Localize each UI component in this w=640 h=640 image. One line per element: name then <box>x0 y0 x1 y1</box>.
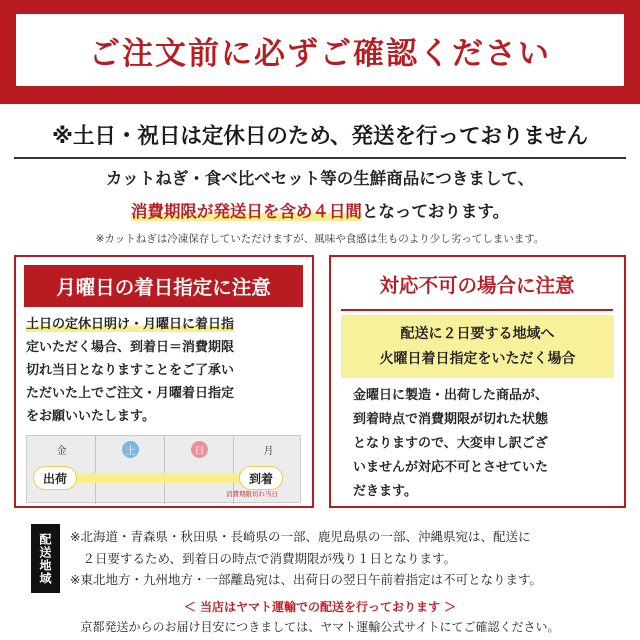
divider <box>14 157 626 159</box>
fresh-notice-line2 <box>0 198 640 222</box>
timeline-day-sat: 土 <box>122 441 139 458</box>
condition-line: 火曜日着日指定をいただく場合 <box>379 350 576 367</box>
region-note-line: ※北海道・青森県・秋田県・長崎県の一部、鹿児島県の一部、沖縄県宛は、配送に <box>70 529 531 544</box>
timeline-divider <box>95 436 96 504</box>
delivery-timeline <box>26 435 301 503</box>
region-note-line: ２日要するため、到着日の時点で消費期限が残り１日となります。 <box>70 550 457 566</box>
holiday-notice-text: ※土日・祝日は定休日のため、発送を行っておりません <box>51 123 589 149</box>
monday-panel-title: 月曜日の着日指定に注意 <box>24 265 303 307</box>
header-box <box>16 14 624 86</box>
monday-delivery-panel <box>14 255 314 508</box>
monday-panel-line: ただいた上でご注文・月曜着日指定 <box>26 386 235 401</box>
unavailable-panel-line: となりますので、大変申し訳ござ <box>353 436 548 451</box>
page-title: ご注文前に必ずご確認ください <box>89 35 551 72</box>
region-notes <box>70 526 630 591</box>
cut-negi-note: ※カットねぎは冷凍保存していただけますが、風味や食感は生ものより少し劣ってしまいます。 <box>95 233 545 245</box>
timeline-day-fri: 金 <box>56 446 67 457</box>
fresh-notice-line2-rest: となっております。 <box>361 202 510 221</box>
unavailable-panel-line: いませんが対応不可とさせていた <box>353 460 549 475</box>
unavailable-panel <box>329 255 626 508</box>
monday-panel-line: 定いただく場合、到着日＝消費期限 <box>26 340 235 355</box>
region-badge <box>31 524 60 593</box>
expiry-label: 消費期限切れ当日 <box>226 490 278 498</box>
timeline-day-sun: 日 <box>191 441 208 458</box>
unavailable-condition-box <box>341 315 614 378</box>
unavailable-panel-body <box>353 384 611 504</box>
expiry-highlight: 消費期限が発送日を含め４日間 <box>130 202 362 221</box>
monday-panel-line: 土日の定休日明け・月曜日に着日指 <box>26 317 235 332</box>
carrier-notice: ＜ 当店はヤマト運輸での配送を行っております ＞ <box>183 600 457 614</box>
ship-label: 出荷 <box>33 466 77 490</box>
region-note-line: ※東北地方・九州地方・一部離島宛は、出荷日の翌日午前着指定は不可となります。 <box>70 572 542 587</box>
delivery-estimate-notice: 京都発送からのお届け目安につきましては、ヤマト運輸公式サイトにてご確認ください。 <box>80 620 560 634</box>
monday-panel-body <box>26 313 306 428</box>
unavailable-panel-rule <box>341 309 613 311</box>
region-badge-label: 配送地域 <box>38 532 52 585</box>
condition-line: 配送に２日要する地域へ <box>400 325 555 342</box>
unavailable-panel-line: だきます。 <box>353 484 417 499</box>
unavailable-panel-title: 対応不可の場合に注意 <box>379 274 575 297</box>
timeline-day-mon: 月 <box>263 446 274 457</box>
monday-panel-line: をお願いいたします。 <box>26 409 155 424</box>
timeline-divider <box>164 436 165 504</box>
holiday-notice <box>0 112 640 156</box>
arrive-label: 到着 <box>239 466 283 490</box>
fresh-notice-line1: カットねぎ・食べ比べセット等の生鮮商品につきまして、 <box>105 169 535 188</box>
unavailable-panel-line: 到着時点で消費期限が切れた状態 <box>353 412 549 427</box>
unavailable-panel-line: 金曜日に製造・出荷した商品が、 <box>353 388 549 403</box>
monday-panel-line: 切れ当日となりますことをご了承い <box>26 363 235 378</box>
header-banner <box>0 0 640 104</box>
